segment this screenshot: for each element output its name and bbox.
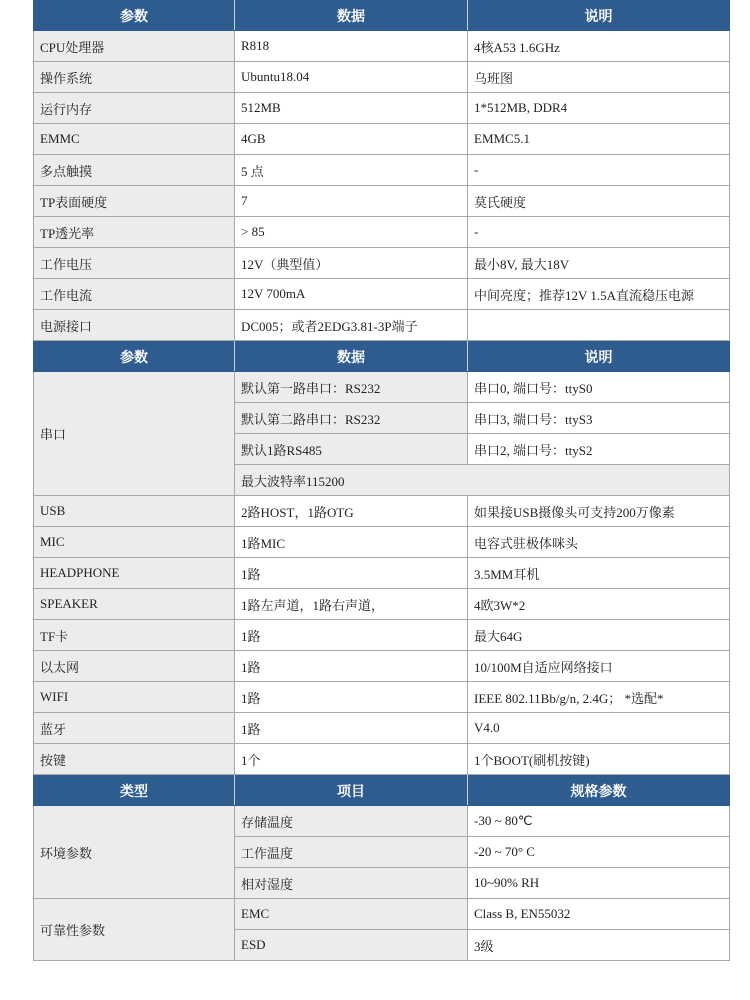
item-cell: 相对湿度 <box>235 868 468 899</box>
param-cell: 按键 <box>34 744 235 775</box>
desc-cell: 1*512MB, DDR4 <box>468 93 730 124</box>
header-type: 类型 <box>34 776 235 806</box>
param-cell: 工作电压 <box>34 248 235 279</box>
desc-cell: 3.5MM耳机 <box>468 558 730 589</box>
data-cell: 1路 <box>235 651 468 682</box>
spec-cell: 10~90% RH <box>468 868 730 899</box>
data-cell: 5 点 <box>235 155 468 186</box>
table-header-row <box>34 1 730 31</box>
spec-cell: Class B, EN55032 <box>468 899 730 930</box>
item-cell: 工作温度 <box>235 837 468 868</box>
table-row <box>34 93 730 124</box>
param-cell: 工作电流 <box>34 279 235 310</box>
param-cell: WIFI <box>34 682 235 713</box>
data-cell: 1路MIC <box>235 527 468 558</box>
data-cell: 1路 <box>235 620 468 651</box>
param-cell: TP透光率 <box>34 217 235 248</box>
group-cell-environment: 环境参数 <box>34 806 235 899</box>
data-cell: 默认1路RS485 <box>235 434 468 465</box>
param-cell: SPEAKER <box>34 589 235 620</box>
spec-cell: -30 ~ 80℃ <box>468 806 730 837</box>
table-row <box>34 372 730 403</box>
desc-cell: 电容式驻极体咪头 <box>468 527 730 558</box>
table-row <box>34 620 730 651</box>
desc-cell: 10/100M自适应网络接口 <box>468 651 730 682</box>
param-cell: 多点触摸 <box>34 155 235 186</box>
desc-cell: 4核A53 1.6GHz <box>468 31 730 62</box>
table-row <box>34 682 730 713</box>
desc-cell: 1个BOOT(刷机按键) <box>468 744 730 775</box>
param-cell: EMMC <box>34 124 235 155</box>
desc-cell: 如果接USB摄像头可支持200万像素 <box>468 496 730 527</box>
spec-table-interfaces <box>33 341 730 775</box>
desc-cell: V4.0 <box>468 713 730 744</box>
data-cell: 默认第一路串口：RS232 <box>235 372 468 403</box>
data-cell: 1路左声道，1路右声道， <box>235 589 468 620</box>
data-cell: 1路 <box>235 558 468 589</box>
desc-cell: 4欧3W*2 <box>468 589 730 620</box>
desc-cell: 莫氏硬度 <box>468 186 730 217</box>
desc-cell: 串口0, 端口号：ttyS0 <box>468 372 730 403</box>
desc-cell: 最小8V, 最大18V <box>468 248 730 279</box>
spec-table-environment <box>33 775 730 961</box>
param-cell: TP表面硬度 <box>34 186 235 217</box>
header-desc: 说明 <box>468 342 730 372</box>
desc-cell: - <box>468 155 730 186</box>
data-cell: Ubuntu18.04 <box>235 62 468 93</box>
table-row <box>34 713 730 744</box>
table-row <box>34 248 730 279</box>
table-row <box>34 527 730 558</box>
param-cell: 蓝牙 <box>34 713 235 744</box>
desc-cell: 最大64G <box>468 620 730 651</box>
desc-cell: 串口2, 端口号：ttyS2 <box>468 434 730 465</box>
group-cell-reliability: 可靠性参数 <box>34 899 235 961</box>
data-cell: 2路HOST，1路OTG <box>235 496 468 527</box>
data-cell: 512MB <box>235 93 468 124</box>
data-cell: 7 <box>235 186 468 217</box>
table-row <box>34 310 730 341</box>
param-cell: 运行内存 <box>34 93 235 124</box>
data-cell: 默认第二路串口：RS232 <box>235 403 468 434</box>
param-cell: 电源接口 <box>34 310 235 341</box>
table-row <box>34 899 730 930</box>
header-data: 数据 <box>235 1 468 31</box>
header-data: 数据 <box>235 342 468 372</box>
param-cell: 以太网 <box>34 651 235 682</box>
spec-table-hardware <box>33 0 730 341</box>
item-cell: EMC <box>235 899 468 930</box>
table-row <box>34 589 730 620</box>
table-row <box>34 62 730 93</box>
data-cell: 1路 <box>235 713 468 744</box>
table-row <box>34 279 730 310</box>
desc-cell: EMMC5.1 <box>468 124 730 155</box>
desc-cell: - <box>468 217 730 248</box>
table-row <box>34 186 730 217</box>
header-item: 项目 <box>235 776 468 806</box>
data-cell: R818 <box>235 31 468 62</box>
header-desc: 说明 <box>468 1 730 31</box>
param-cell: CPU处理器 <box>34 31 235 62</box>
table-row <box>34 217 730 248</box>
data-cell: 1路 <box>235 682 468 713</box>
param-cell: USB <box>34 496 235 527</box>
spec-document <box>33 0 729 961</box>
desc-cell <box>468 310 730 341</box>
desc-cell: 串口3, 端口号：ttyS3 <box>468 403 730 434</box>
desc-cell: 中间亮度；推荐12V 1.5A直流稳压电源 <box>468 279 730 310</box>
table-row <box>34 124 730 155</box>
data-cell: 12V 700mA <box>235 279 468 310</box>
table-header-row <box>34 776 730 806</box>
table-row <box>34 496 730 527</box>
serial-port-cell: 串口 <box>34 372 235 496</box>
data-cell: 12V（典型值） <box>235 248 468 279</box>
param-cell: MIC <box>34 527 235 558</box>
data-cell: DC005；或者2EDG3.81-3P端子 <box>235 310 468 341</box>
baud-rate-cell: 最大波特率115200 <box>235 465 730 496</box>
data-cell: 4GB <box>235 124 468 155</box>
header-param: 参数 <box>34 342 235 372</box>
header-spec: 规格参数 <box>468 776 730 806</box>
param-cell: TF卡 <box>34 620 235 651</box>
data-cell: > 85 <box>235 217 468 248</box>
item-cell: 存储温度 <box>235 806 468 837</box>
table-row <box>34 558 730 589</box>
table-row <box>34 651 730 682</box>
table-row <box>34 806 730 837</box>
table-header-row <box>34 342 730 372</box>
item-cell: ESD <box>235 930 468 961</box>
table-row <box>34 744 730 775</box>
spec-cell: -20 ~ 70° C <box>468 837 730 868</box>
data-cell: 1个 <box>235 744 468 775</box>
param-cell: HEADPHONE <box>34 558 235 589</box>
spec-cell: 3级 <box>468 930 730 961</box>
table-row <box>34 155 730 186</box>
header-param: 参数 <box>34 1 235 31</box>
desc-cell: 乌班图 <box>468 62 730 93</box>
table-row <box>34 31 730 62</box>
param-cell: 操作系统 <box>34 62 235 93</box>
desc-cell: IEEE 802.11Bb/g/n, 2.4G； *选配* <box>468 682 730 713</box>
